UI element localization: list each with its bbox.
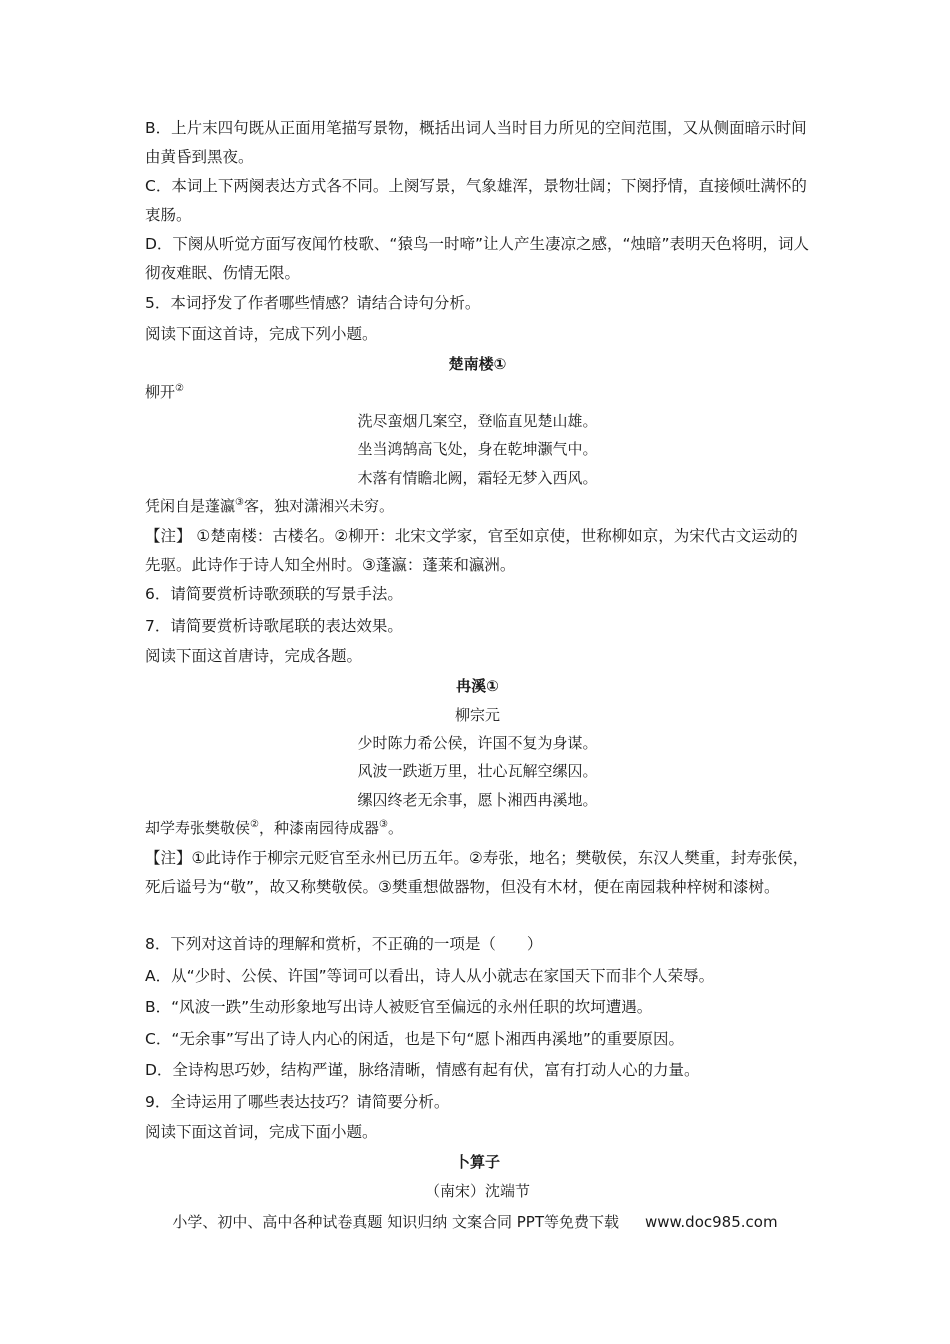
question-5: 5．本词抒发了作者哪些情感？请结合诗句分析。 xyxy=(145,294,481,312)
poem3-line-1: 少时陈力希公侯，许国不复为身谋。 xyxy=(357,734,598,752)
poem3-line-4-note-2: ③ xyxy=(379,819,388,830)
question-8-option-b: B．“风波一跌”生动形象地写出诗人被贬官至偏远的永州任职的坎坷遭遇。 xyxy=(145,998,653,1016)
poem2-author-note: ② xyxy=(175,383,184,394)
q4-option-b: B．上片末四句既从正面用笔描写景物，概括出词人当时目力所见的空间范围，又从侧面暗示时间由黄昏到黑夜。 xyxy=(145,119,807,166)
poem2-author-name: 柳开 xyxy=(145,383,176,401)
poem3-line-2: 风波一跌逝万里，壮心瓦解空缧囚。 xyxy=(357,762,598,780)
poem2-line-4 xyxy=(145,492,810,521)
q4-option-d: D．下阕从听觉方面写夜闻竹枝歌、“猿鸟一时啼”让人产生凄凉之感，“烛暗”表明天色将明，词人彻夜难眠、伤情无限。 xyxy=(145,235,810,282)
poem3-line-4-a: 却学寿张樊敬侯 xyxy=(145,819,251,837)
question-8-option-d: D．全诗构思巧妙，结构严谨，脉络清晰，情感有起有伏，富有打动人心的力量。 xyxy=(145,1061,700,1079)
poem3-annotation: 【注】①此诗作于柳宗元贬官至永州已历五年。②寿张，地名；樊敬侯，东汉人樊重，封寿张侯，死后谥号为“敬”，故又称樊敬侯。③樊重想做器物，但没有木材，便在南园栽种梓树和漆树。 xyxy=(145,849,809,896)
poem2-line-3: 木落有情瞻北阙，霜轻无梦入西风。 xyxy=(357,469,598,487)
reading-intro-4: 阅读下面这首词，完成下面小题。 xyxy=(145,1123,378,1141)
poem3-line-3: 缧囚终老无余事，愿卜湘西冉溪地。 xyxy=(357,791,598,809)
poem3-title: 冉溪① xyxy=(456,677,499,695)
poem4-title: 卜算子 xyxy=(454,1153,500,1171)
poem2-line-4-a: 凭闲自是蓬瀛 xyxy=(145,497,236,515)
question-9: 9．全诗运用了哪些表达技巧？请简要分析。 xyxy=(145,1093,450,1111)
poem3-line-4-note-1: ② xyxy=(250,819,259,830)
poem3-line-4 xyxy=(145,814,810,843)
poem2-author xyxy=(145,378,810,407)
footer-website-link[interactable]: www.doc985.com xyxy=(644,1213,778,1231)
question-7: 7．请简要赏析诗歌尾联的表达效果。 xyxy=(145,617,403,635)
poem2-title: 楚南楼① xyxy=(448,355,507,373)
poem2-line-4-note: ③ xyxy=(235,497,244,508)
page-footer xyxy=(0,1208,950,1236)
poem3-author: 柳宗元 xyxy=(454,706,500,724)
poem2-line-4-b: 客，独对潇湘兴未穷。 xyxy=(243,497,394,515)
poem3-line-4-b: ，种漆南园待成器 xyxy=(258,819,379,837)
poem2-line-2: 坐当鸿鹄高飞处，身在乾坤灏气中。 xyxy=(357,440,598,458)
poem4-author: （南宋）沈端节 xyxy=(424,1182,530,1200)
reading-intro-3: 阅读下面这首唐诗，完成各题。 xyxy=(145,647,363,665)
question-8-option-a: A．从“少时、公侯、许国”等词可以看出，诗人从小就志在家国天下而非个人荣辱。 xyxy=(145,967,715,985)
poem2-line-1: 洗尽蛮烟几案空，登临直见楚山雄。 xyxy=(357,412,598,430)
question-6: 6．请简要赏析诗歌颈联的写景手法。 xyxy=(145,585,403,603)
question-8-option-c: C．“无余事”写出了诗人内心的闲适，也是下句“愿卜湘西冉溪地”的重要原因。 xyxy=(145,1030,684,1048)
footer-text: 小学、初中、高中各种试卷真题 知识归纳 文案合同 PPT等免费下载 xyxy=(172,1213,619,1231)
poem2-annotation: 【注】 ①楚南楼：古楼名。②柳开：北宋文学家，官至如京使，世称柳如京，为宋代古文运动的先驱。此诗作于诗人知全州时。③蓬瀛：蓬莱和瀛洲。 xyxy=(145,527,798,574)
poem3-line-4-c: 。 xyxy=(387,819,403,837)
reading-intro-2: 阅读下面这首诗，完成下列小题。 xyxy=(145,325,378,343)
q4-option-c: C．本词上下两阕表达方式各不同。上阕写景，气象雄浑，景物壮阔；下阕抒情，直接倾吐满怀的衷肠。 xyxy=(145,177,807,224)
question-8-stem: 8．下列对这首诗的理解和赏析，不正确的一项是（ ） xyxy=(145,935,543,953)
